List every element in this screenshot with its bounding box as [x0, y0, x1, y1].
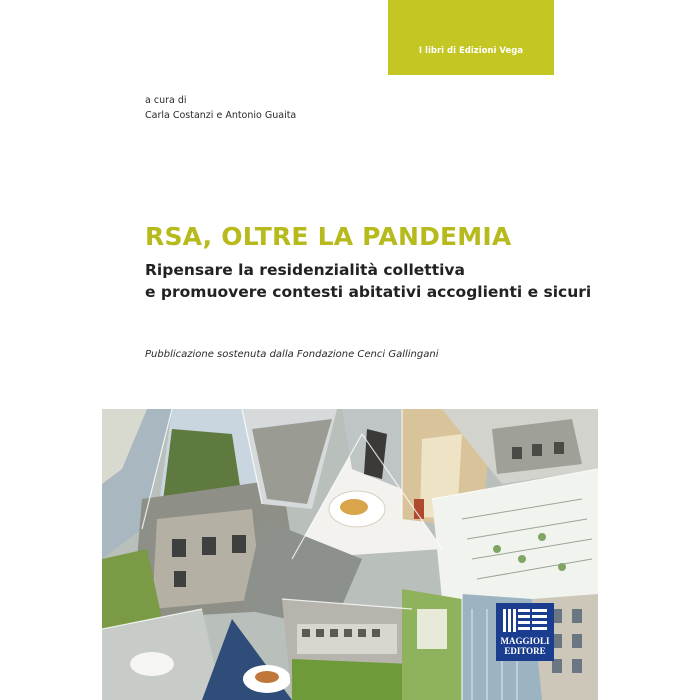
subtitle-line-1: Ripensare la residenzialità collettiva: [145, 261, 465, 279]
publisher-name-line-1: MAGGIOLI: [500, 636, 550, 646]
subtitle-line-2: e promuovere contesti abitativi accoglienti e sicuri: [145, 283, 592, 301]
publisher-logo: [496, 603, 554, 661]
publisher-name: [496, 636, 554, 656]
sponsor-note: Pubblicazione sostenuta dalla Fondazione Cenci Gallingani: [145, 349, 439, 360]
editors-names: Carla Costanzi e Antonio Guaita: [145, 110, 297, 121]
series-label: I libri di Edizioni Vega: [418, 46, 524, 56]
book-subtitle: [145, 259, 591, 303]
editors-intro: a cura di: [145, 95, 187, 106]
book-title: RSA, OLTRE LA PANDEMIA: [145, 222, 512, 251]
series-band: [388, 0, 554, 75]
publisher-name-line-2: EDITORE: [504, 646, 546, 656]
publisher-logo-mark: [501, 607, 549, 634]
